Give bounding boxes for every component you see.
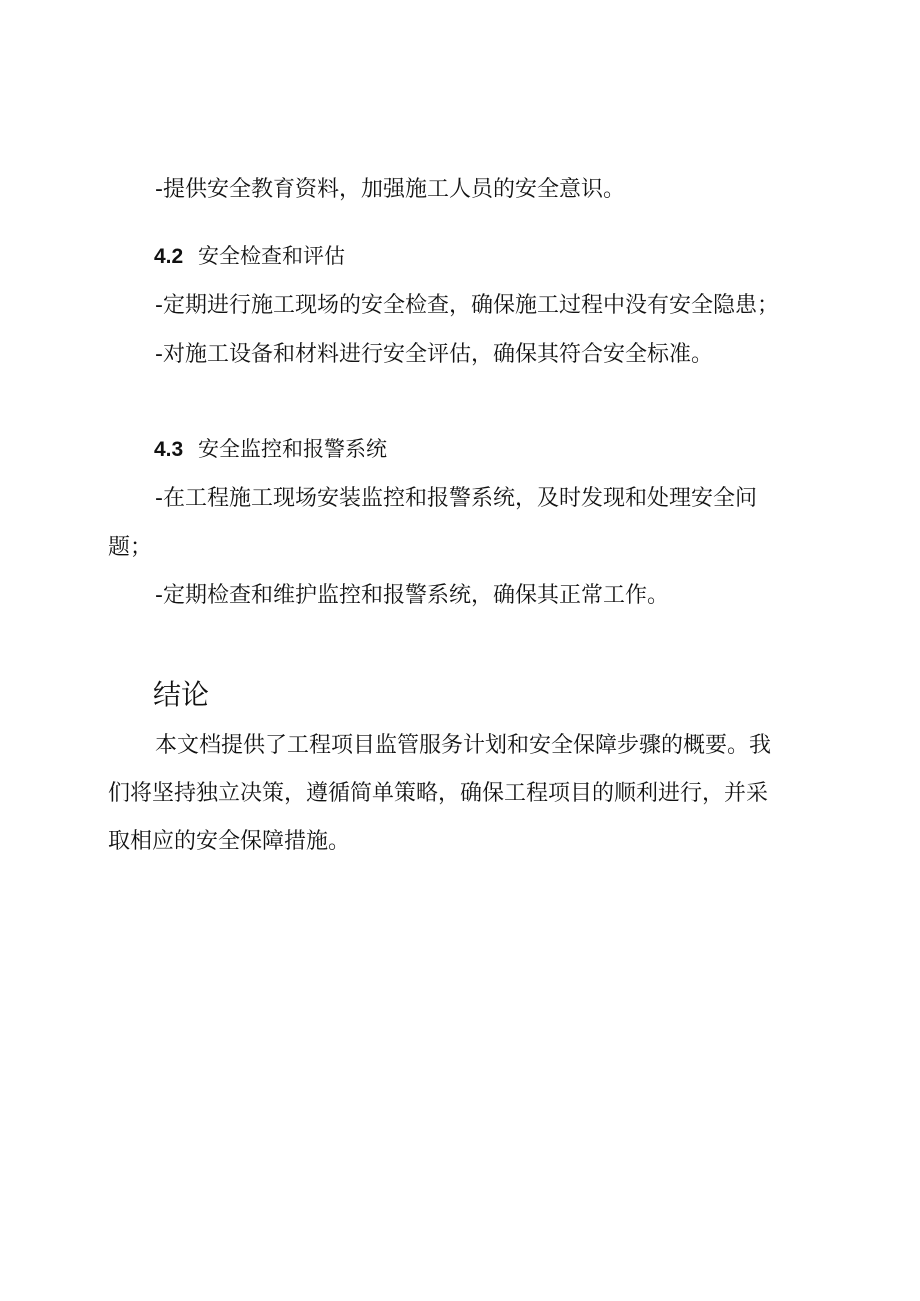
conclusion-line: 们将坚持独立决策，遵循简单策略，确保工程项目的顺利进行，并采: [108, 781, 769, 806]
conclusion-title: 结论: [153, 678, 210, 711]
section-number: 4.3: [154, 438, 184, 461]
bullet-monitoring-install-line2: 题；: [108, 535, 153, 560]
conclusion-line: 本文档提供了工程项目监管服务计划和安全保障步骤的概要。我: [155, 733, 772, 758]
section-title: 安全检查和评估: [198, 244, 345, 268]
section-heading-4-2: [154, 241, 345, 272]
bullet-safety-education: -提供安全教育资料，加强施工人员的安全意识。: [155, 177, 625, 202]
section-number: 4.2: [154, 245, 184, 268]
bullet-monitoring-install-line1: -在工程施工现场安装监控和报警系统，及时发现和处理安全问: [155, 486, 757, 511]
bullet-site-inspection: -定期进行施工现场的安全检查，确保施工过程中没有安全隐患；: [155, 293, 779, 318]
bullet-equipment-assessment: -对施工设备和材料进行安全评估，确保其符合安全标准。: [155, 342, 713, 367]
conclusion-line: 取相应的安全保障措施。: [108, 829, 351, 854]
bullet-monitoring-maintenance: -定期检查和维护监控和报警系统，确保其正常工作。: [155, 583, 669, 608]
section-heading-4-3: [154, 434, 387, 465]
section-title: 安全监控和报警系统: [198, 437, 387, 461]
